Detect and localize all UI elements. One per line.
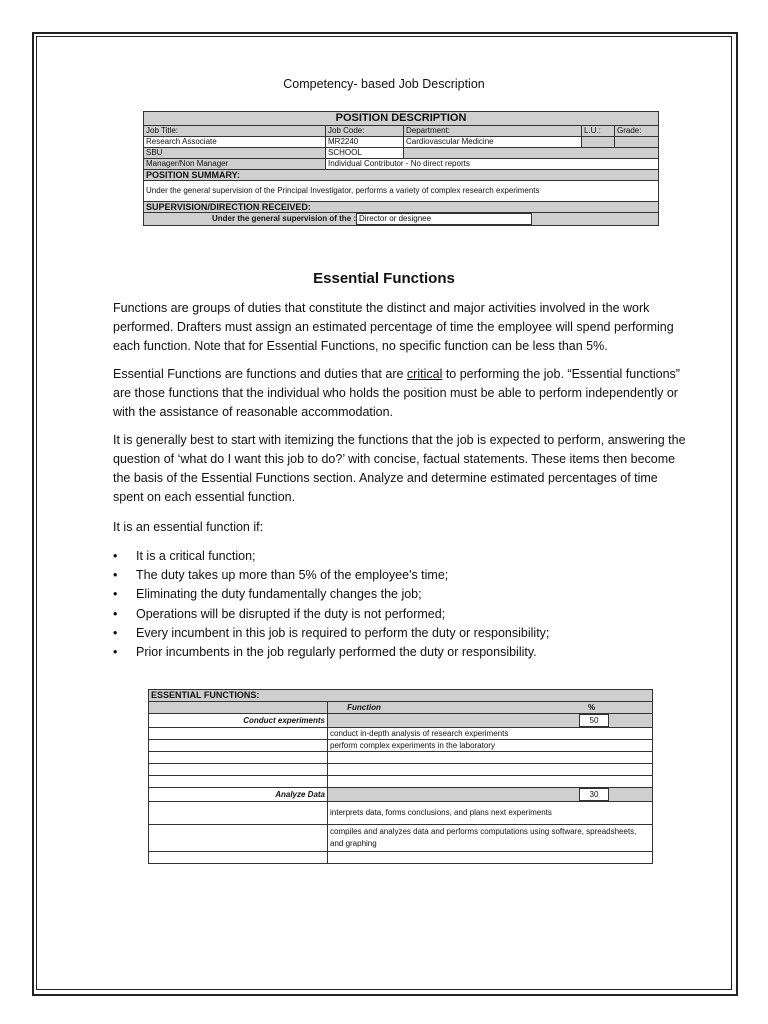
ef-group-pct-cell [328,788,653,802]
ef-col-spacer [149,702,328,714]
ef-group-name: Analyze Data [149,788,328,802]
list-item: • It is a critical function; [113,547,688,566]
critical-para-after: to performing the job. “Essential functions” are those functions that the individual who holds the position must be able to perform independently or with the assistance of reasonable accommodation. [113,367,680,419]
table-cell [328,764,653,776]
table-cell [149,802,328,825]
paragraph-itemizing: It is generally best to start with itemizing the functions that the job is expected to perform, answering the question of ‘what do I want this job to do?’ with concise, factual statements. These items then become the basis of the Essential Functions section. Analyze and determine estimated percentages of time spent on each essential function. [113,433,686,504]
ef-group-pct: 50 [579,714,609,727]
essential-functions-title: Essential Functions [313,270,455,287]
ef-col-function: Function [347,703,381,712]
ef-function-item: interprets data, forms conclusions, and plans next experiments [328,802,653,825]
department-label: Department: [404,126,582,137]
list-item: • Eliminating the duty fundamentally changes the job; [113,585,688,604]
sbu-value: SCHOOL [326,148,404,159]
table-cell [328,852,653,864]
essential-functions-table [148,689,653,864]
ef-function-item: perform complex experiments in the laboratory [328,740,653,752]
table-cell [149,752,328,764]
list-item: • Prior incumbents in the job regularly performed the duty or responsibility. [113,643,688,662]
critical-word: critical [406,367,443,381]
ef-col-headers [328,702,653,714]
job-title-value: Research Associate [144,137,326,148]
ef-group-pct-cell [328,714,653,728]
document-title: Competency- based Job Description [283,77,485,91]
supervision-text: Under the general supervision of the : [212,214,357,223]
supervision-value: Director or designee [356,213,532,225]
table-cell [149,776,328,788]
ef-group-name: Conduct experiments [149,714,328,728]
table-cell [149,728,328,740]
job-code-value: MR2240 [326,137,404,148]
table-cell [149,740,328,752]
list-item: • Every incumbent in this job is required to perform the duty or responsibility; [113,624,688,643]
table-cell [149,825,328,852]
position-description-header: POSITION DESCRIPTION [144,112,659,126]
position-description-table [143,111,659,226]
table-cell [149,764,328,776]
manager-label: Manager/Non Manager [144,159,326,170]
table-cell [328,752,653,764]
sbu-spacer [404,148,659,159]
supervision-row [144,213,659,226]
list-item: • The duty takes up more than 5% of the employee's time; [113,566,688,585]
ef-table-header: ESSENTIAL FUNCTIONS: [149,690,653,702]
position-summary-text: Under the general supervision of the Principal Investigator, performs a variety of complex research experiments [144,181,659,202]
table-cell [149,852,328,864]
sbu-label: SBU [144,148,326,159]
department-value: Cardiovascular Medicine [404,137,582,148]
ef-col-pct: % [588,703,596,712]
essential-criteria-list [113,547,688,662]
ef-function-item: compiles and analyzes data and performs computations using software, spreadsheets, and graphing [328,825,653,852]
job-code-label: Job Code: [326,126,404,137]
job-title-label: Job Title: [144,126,326,137]
position-summary-header: POSITION SUMMARY: [144,170,659,181]
critical-para-before: Essential Functions are functions and duties that are [113,367,407,381]
paragraph-essential-if: It is an essential function if: [113,520,264,534]
manager-value: Individual Contributor - No direct reports [326,159,659,170]
grade-label: Grade: [615,126,659,137]
ef-group-pct: 30 [579,788,609,801]
ef-function-item: conduct in-depth analysis of research experiments [328,728,653,740]
table-cell [328,776,653,788]
lu-label: L.U.: [582,126,615,137]
paragraph-functions-definition: Functions are groups of duties that constitute the distinct and major activities involved in the work performed. Drafters must assign an estimated percentage of time the employee will spend performing each function. Note that for Essential Functions, no specific function can be less than 5%. [113,301,674,353]
lu-value [582,137,615,148]
list-item: • Operations will be disrupted if the duty is not performed; [113,605,688,624]
grade-value [615,137,659,148]
paragraph-critical [113,365,688,422]
supervision-header: SUPERVISION/DIRECTION RECEIVED: [144,202,659,213]
